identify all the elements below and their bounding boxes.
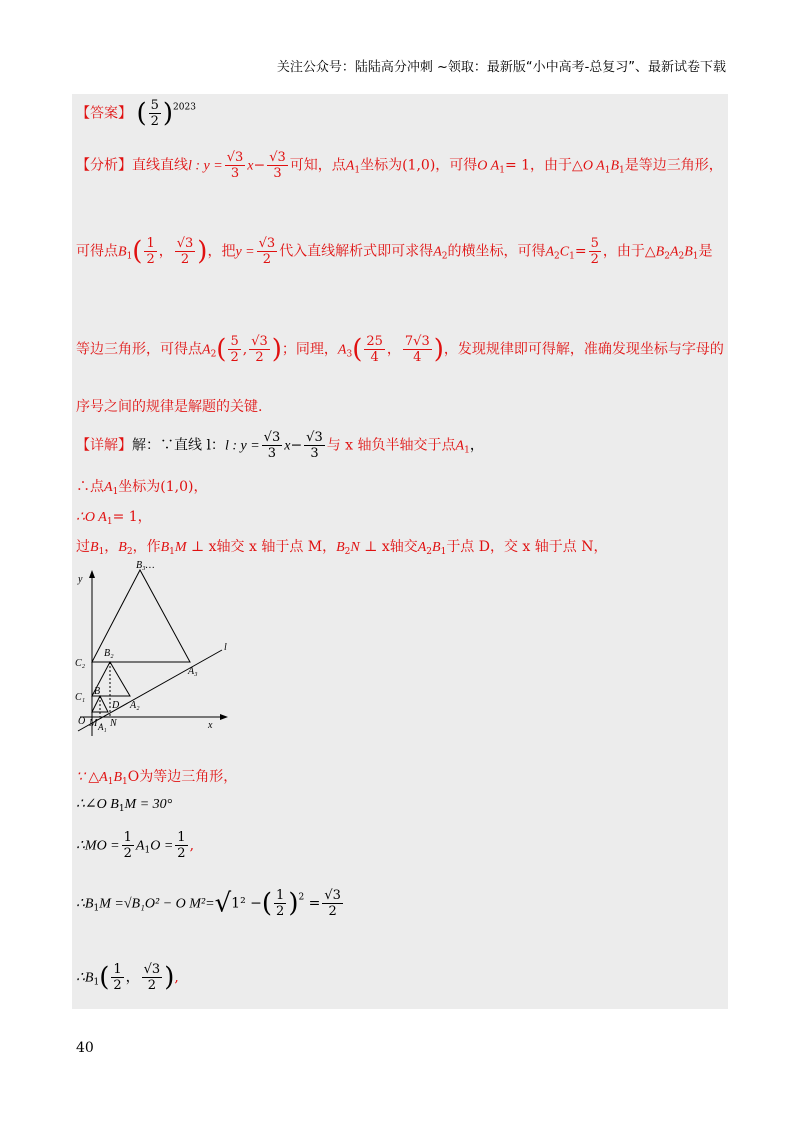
label-a1: A₁ (98, 722, 107, 732)
analysis-line-1: 【分析】直线直线l : y = $\frac{√3}{3}$ x− $\frac{√3}{3}$ 可知，点$A_1$坐标为(1,0)，可得O $A_1= 1$，由于△O $A_1B_1$是等边三角形， (76, 150, 723, 181)
label-b2: B₂ (104, 648, 114, 659)
answer-exponent: 2023 (173, 102, 196, 113)
analysis-line-2: 可得点$B_1$( $\frac{1}{2}$ ， $\frac{√3}{2}$ )，把y = $\frac{√3}{2}$ 代入直线解析式即可求得$A_2$的横坐标，可得$A_2C_1=$ $\frac{5}{2}$ ，由于$\triangle B_2A_2B_1$是 (76, 236, 713, 267)
label-y: y (78, 574, 83, 585)
label-a2: A₂ (130, 700, 140, 711)
page-header: 关注公众号：陆陆高分冲刺 ~领取：最新版“小中高考-总复习”、最新试卷下载 (276, 60, 726, 75)
detail-line-5: ∵ $\triangle A_1B_1O$为等边三角形， (76, 769, 238, 787)
label-a3: A₃ (188, 666, 198, 677)
label-n: N (110, 718, 117, 729)
answer-tag: 【答案】 (76, 105, 132, 122)
detail-line-8: $\therefore B_1M =√B_1O^2 - O$ M²=√1² −( $\frac{1}{2}$ )$^2$ = $\frac{√3}{2}$ (76, 888, 341, 919)
analysis-tag: 【分析】 (76, 157, 132, 174)
detail-line-2: ∴点$A_1$坐标为(1,0)， (76, 479, 208, 497)
detail-line-9: $\therefore B_1$( $\frac{1}{2}$ ， $\frac{√3}{2}$ ), (76, 962, 179, 993)
page-number: 40 (76, 1040, 94, 1056)
label-m: M (89, 718, 98, 729)
label-b3: B₃… (136, 560, 155, 571)
analysis-line-4: 序号之间的规律是解题的关键. (76, 399, 263, 415)
detail-line-6: ∴∠O $B_1M = 30^\circ$ (76, 797, 173, 814)
detail-line-1: 【详解】解：∵直线 l：l : y = $\frac{√3}{3}$ x− $\frac{√3}{3}$ 与 x 轴负半轴交于点$A_1$， (76, 430, 484, 461)
label-x: x (208, 720, 213, 731)
detail-line-7: ∴MO = $\frac{1}{2}$ $A_1O$ = $\frac{1}{2}$ , (76, 830, 195, 861)
answer-line: 【答案】 ( $\frac{5}{2}$ )$^{2023}$ (76, 98, 196, 129)
label-b: B (94, 686, 101, 697)
geometry-figure (72, 556, 242, 746)
label-d: D (112, 700, 120, 711)
analysis-line-3: 等边三角形，可得点$A_2$( $\frac{5}{2}$ , $\frac{√3}{2}$ )；同理，$A_3$( $\frac{25}{4}$ ， $\frac{7√3}{4}$ )，发现规律即可得解，准确发现坐标与字母的 (76, 334, 724, 365)
label-l: l (224, 642, 227, 653)
detail-line-4: 过$B_1$，$B_2$，作$B_1M$ ⊥ x轴交 x 轴于点 M，$B_2N$ ⊥ x轴交$A_2B_1$于点 D，交 x 轴于点 N， (76, 539, 608, 557)
label-o: O (78, 716, 86, 727)
answer-fraction: $\frac{5}{2}$ (150, 98, 159, 129)
detail-tag: 【详解】 (76, 437, 132, 454)
detail-line-3: ∴O $A_1= 1$， (76, 509, 152, 527)
label-c2: C₂ (75, 658, 86, 669)
label-c1: C₁ (75, 692, 86, 703)
